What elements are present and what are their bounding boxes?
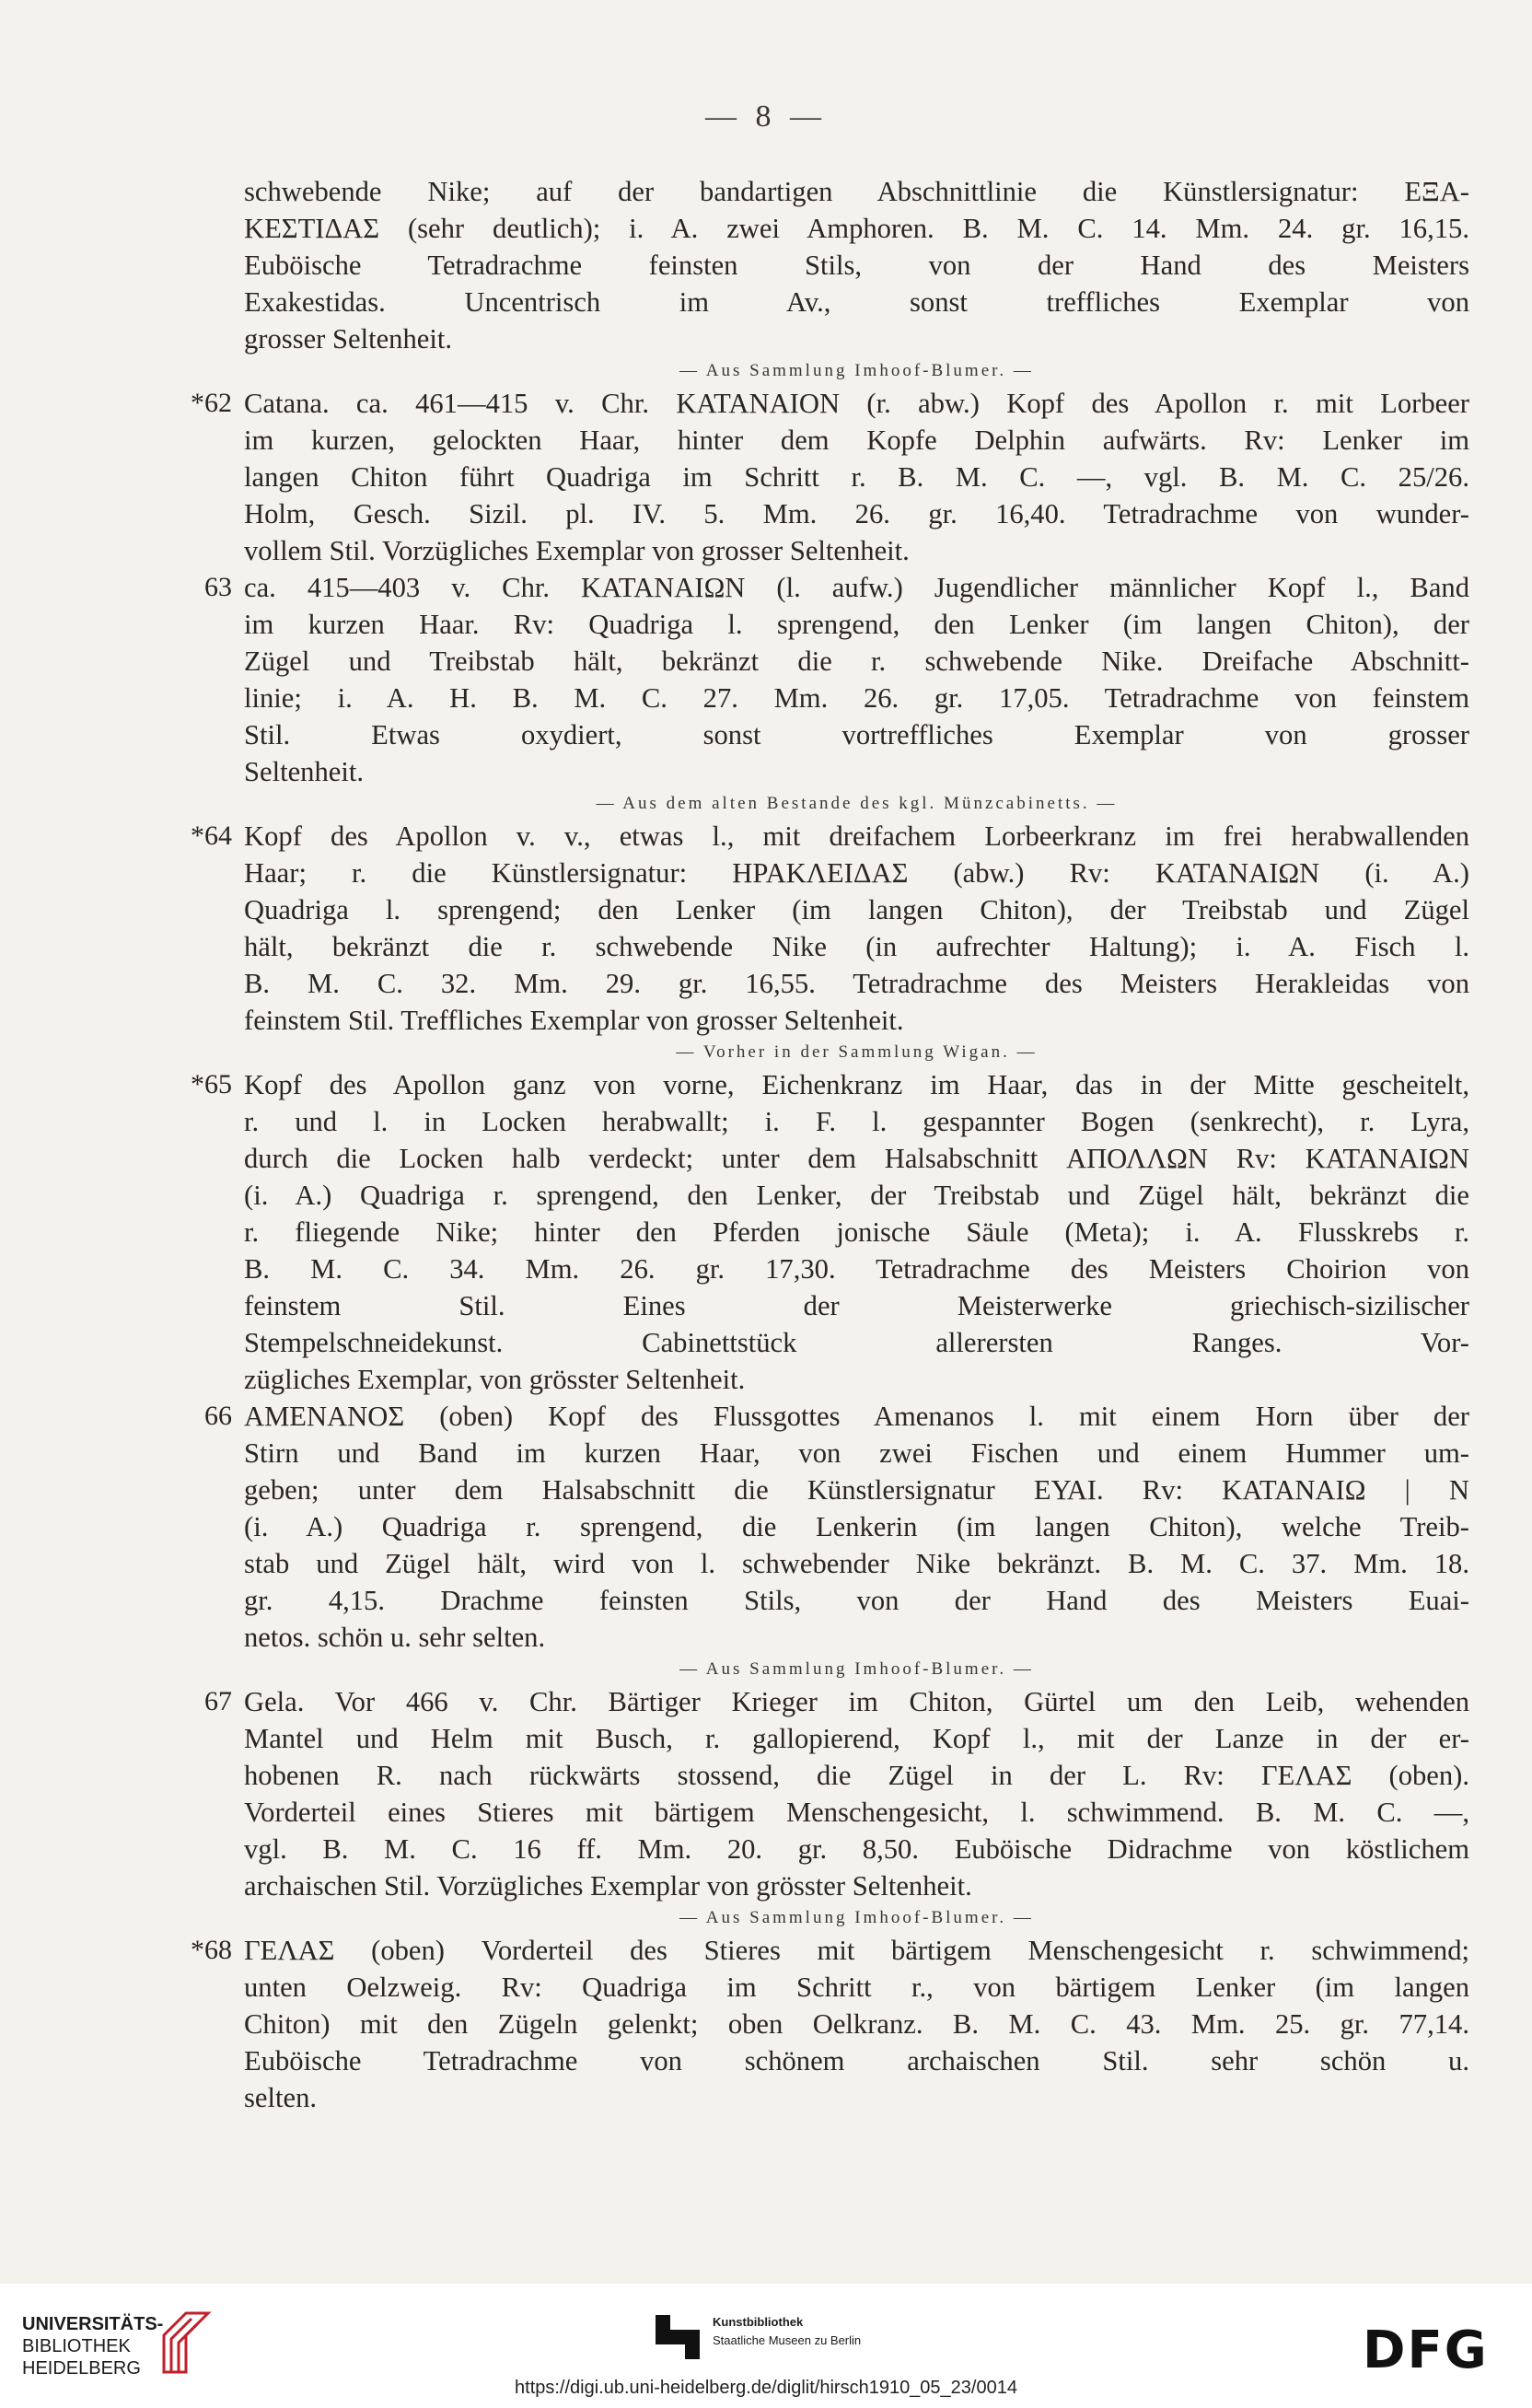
entry-number: 63	[204, 572, 232, 602]
entry-number: *64	[191, 820, 232, 851]
entry-line: stab und Zügel hält, wird von l. schwebender Nike bekränzt. B. M. C. 37. Mm. 18.	[244, 1548, 1469, 1579]
page-number: — 8 —	[705, 99, 827, 134]
entry-line: ΚΕΣΤΙΔΑΣ (sehr deutlich); i. A. zwei Amphoren. B. M. C. 14. Mm. 24. gr. 16,15.	[244, 213, 1469, 244]
entry-line: (i. A.) Quadriga r. sprengend, den Lenker, der Treibstab und Zügel hält, bekränzt die	[244, 1180, 1469, 1211]
entry-line: Vorderteil eines Stieres mit bärtigem Menschengesicht, l. schwimmend. B. M. C. —,	[244, 1797, 1469, 1828]
catalog-entry	[110, 1398, 1469, 1683]
entry-line: hält, bekränzt die r. schwebende Nike (in aufrechter Haltung); i. A. Fisch l.	[244, 931, 1469, 962]
entry-line: Mantel und Helm mit Busch, r. gallopierend, Kopf l., mit der Lanze in der er-	[244, 1723, 1469, 1754]
entry-line: ΓΕΛΑΣ (oben) Vorderteil des Stieres mit bärtigem Menschengesicht r. schwimmend;	[244, 1935, 1469, 1966]
provenance-note: — Aus Sammlung Imhoof-Blumer. —	[679, 1908, 1034, 1927]
footer-bar	[0, 2284, 1532, 2408]
entry-line: Stil. Etwas oxydiert, sonst vortreffliches Exemplar von grosser	[244, 719, 1469, 750]
kunstbibliothek-label	[713, 2313, 861, 2350]
entry-line: r. fliegende Nike; hinter den Pferden jonische Säule (Meta); i. A. Flusskrebs r.	[244, 1216, 1469, 1248]
provenance-note: — Aus dem alten Bestande des kgl. Münzcabinetts. —	[596, 794, 1118, 813]
museen-name: Staatliche Museen zu Berlin	[713, 2333, 862, 2347]
entry-number: *62	[191, 388, 232, 418]
entry-number: 66	[204, 1401, 232, 1431]
entry-line: archaischen Stil. Vorzügliches Exemplar von grösster Seltenheit.	[244, 1870, 972, 1902]
entry-line: (i. A.) Quadriga r. sprengend, die Lenkerin (im langen Chiton), welche Treib-	[244, 1511, 1469, 1542]
dfg-logo: DFG	[1363, 2321, 1489, 2380]
kunstbibliothek-logo-icon	[654, 2313, 702, 2361]
entry-line: Catana. ca. 461—415 v. Chr. ΚΑΤΑΝΑΙΟΝ (r. abw.) Kopf des Apollon r. mit Lorbeer	[244, 388, 1469, 419]
entry-line: vgl. B. M. C. 16 ff. Mm. 20. gr. 8,50. Euböische Didrachme von köstlichem	[244, 1833, 1469, 1865]
entry-line: B. M. C. 32. Mm. 29. gr. 16,55. Tetradrachme des Meisters Herakleidas von	[244, 968, 1469, 999]
entry-line: unten Oelzweig. Rv: Quadriga im Schritt r., von bärtigem Lenker (im langen	[244, 1972, 1469, 2003]
heidelberg-logo-icon	[155, 2308, 214, 2381]
entry-line: durch die Locken halb verdeckt; unter dem Halsabschnitt ΑΠΟΛΛΩΝ Rv: ΚΑΤΑΝΑΙΩΝ	[244, 1143, 1469, 1174]
entry-line: Kopf des Apollon v. v., etwas l., mit dreifachem Lorbeerkranz im frei herabwallenden	[244, 820, 1469, 852]
catalog-entry	[110, 173, 1469, 385]
entry-line: ΑΜΕΝΑΝΟΣ (oben) Kopf des Flussgottes Amenanos l. mit einem Horn über der	[244, 1401, 1469, 1432]
entry-line: netos. schön u. sehr selten.	[244, 1622, 546, 1653]
entry-line: Chiton) mit den Zügeln gelenkt; oben Oelkranz. B. M. C. 43. Mm. 25. gr. 77,14.	[244, 2008, 1469, 2040]
entry-line: selten.	[244, 2082, 318, 2113]
page-url[interactable]: https://digi.ub.uni-heidelberg.de/diglit/hirsch1910_05_23/0014	[515, 2378, 1017, 2398]
provenance-note: — Aus Sammlung Imhoof-Blumer. —	[679, 361, 1034, 380]
entry-line: hobenen R. nach rückwärts stossend, die Zügel in der L. Rv: ΓΕΛΑΣ (oben).	[244, 1760, 1469, 1791]
entry-line: schwebende Nike; auf der bandartigen Abschnittlinie die Künstlersignatur: ΕΞΑ-	[244, 176, 1469, 207]
entry-line: Quadriga l. sprengend; den Lenker (im langen Chiton), der Treibstab und Zügel	[244, 894, 1469, 925]
catalog-entry	[110, 818, 1469, 1066]
entry-line: langen Chiton führt Quadriga im Schritt r. B. M. C. —, vgl. B. M. C. 25/26.	[244, 461, 1469, 493]
entry-line: im kurzen, gelockten Haar, hinter dem Kopfe Delphin aufwärts. Rv: Lenker im	[244, 425, 1469, 456]
entry-line: feinstem Stil. Treffliches Exemplar von grosser Seltenheit.	[244, 1005, 904, 1036]
entry-number: *68	[191, 1935, 232, 1965]
entry-line: Gela. Vor 466 v. Chr. Bärtiger Krieger im Chiton, Gürtel um den Leib, wehenden	[244, 1686, 1469, 1717]
entry-line: gr. 4,15. Drachme feinsten Stils, von der Hand des Meisters Euai-	[244, 1585, 1469, 1616]
catalog-entry	[110, 569, 1469, 818]
entry-line: Zügel und Treibstab hält, bekränzt die r. schwebende Nike. Dreifache Abschnitt-	[244, 646, 1469, 677]
entry-line: grosser Seltenheit.	[244, 323, 453, 355]
entry-line: r. und l. in Locken herabwallt; i. F. l. gespannter Bogen (senkrecht), r. Lyra,	[244, 1106, 1469, 1137]
entry-line: zügliches Exemplar, von grösster Seltenheit.	[244, 1364, 746, 1395]
university-line-2: BIBLIOTHEK	[22, 2336, 131, 2356]
entry-line: B. M. C. 34. Mm. 26. gr. 17,30. Tetradrachme des Meisters Choirion von	[244, 1253, 1469, 1285]
entry-line: Exakestidas. Uncentrisch im Av., sonst treffliches Exemplar von	[244, 286, 1469, 318]
catalog-entry	[110, 1932, 1469, 2116]
entry-line: Kopf des Apollon ganz von vorne, Eichenkranz im Haar, das in der Mitte gescheitelt,	[244, 1069, 1469, 1100]
provenance-note: — Aus Sammlung Imhoof-Blumer. —	[679, 1659, 1034, 1679]
catalog-text	[110, 173, 1469, 2116]
catalog-entry	[110, 385, 1469, 569]
entry-line: Stirn und Band im kurzen Haar, von zwei Fischen und einem Hummer um-	[244, 1437, 1469, 1469]
entry-line: Holm, Gesch. Sizil. pl. IV. 5. Mm. 26. gr. 16,40. Tetradrachme von wunder-	[244, 498, 1469, 529]
entry-line: feinstem Stil. Eines der Meisterwerke griechisch-sizilischer	[244, 1290, 1469, 1321]
entry-line: Haar; r. die Künstlersignatur: ΗΡΑΚΛΕΙΔΑΣ (abw.) Rv: ΚΑΤΑΝΑΙΩΝ (i. A.)	[244, 857, 1469, 889]
entry-line: Stempelschneidekunst. Cabinettstück allerersten Ranges. Vor-	[244, 1327, 1469, 1358]
provenance-note: — Vorher in der Sammlung Wigan. —	[676, 1042, 1038, 1062]
entry-line: linie; i. A. H. B. M. C. 27. Mm. 26. gr. 17,05. Tetradrachme von feinstem	[244, 682, 1469, 714]
entry-line: ca. 415—403 v. Chr. ΚΑΤΑΝΑΙΩΝ (l. aufw.) Jugendlicher männlicher Kopf l., Band	[244, 572, 1469, 603]
catalog-entry	[110, 1683, 1469, 1932]
catalog-entry	[110, 1066, 1469, 1398]
university-line-3: HEIDELBERG	[22, 2358, 141, 2379]
entry-line: geben; unter dem Halsabschnitt die Künstlersignatur ΕΥΑΙ. Rv: ΚΑΤΑΝΑΙΩ | Ν	[244, 1474, 1469, 1506]
entry-line: vollem Stil. Vorzügliches Exemplar von grosser Seltenheit.	[244, 535, 910, 566]
entry-number: 67	[204, 1686, 232, 1716]
entry-line: im kurzen Haar. Rv: Quadriga l. sprengend, den Lenker (im langen Chiton), der	[244, 609, 1469, 640]
kunstbibliothek-name: Kunstbibliothek	[713, 2315, 804, 2329]
entry-line: Euböische Tetradrachme von schönem archaischen Stil. sehr schön u.	[244, 2045, 1469, 2076]
entry-number: *65	[191, 1069, 232, 1099]
entry-line: Euböische Tetradrachme feinsten Stils, von der Hand des Meisters	[244, 250, 1469, 281]
university-library-label	[22, 2313, 163, 2379]
university-line-1: UNIVERSITÄTS-	[22, 2314, 164, 2334]
entry-line: Seltenheit.	[244, 756, 364, 787]
